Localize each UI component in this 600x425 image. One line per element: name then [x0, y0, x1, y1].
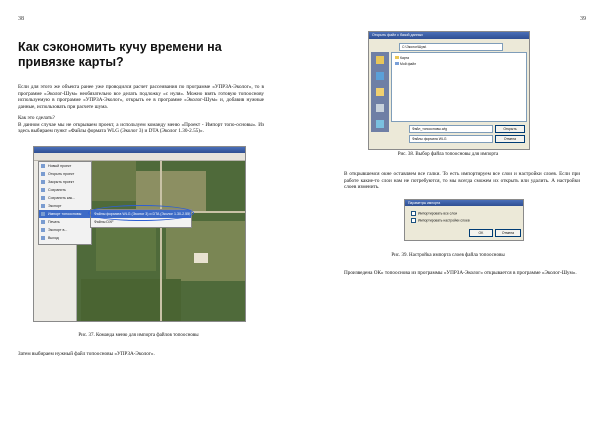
map-field	[166, 221, 245, 281]
satellite-map	[76, 161, 245, 321]
place-network-icon[interactable]	[376, 120, 384, 128]
import-icon	[41, 212, 45, 216]
file-name: Мой файл	[400, 62, 417, 66]
lookin-value: C:\Эколог\Шум\	[402, 45, 427, 49]
dialog-titlebar	[405, 200, 523, 206]
filename-value: Файл_топоосновы.wlg	[412, 127, 447, 131]
submenu-item-label: Файлы DXF	[94, 220, 114, 224]
menu-item-label: Экспорт	[48, 204, 62, 208]
option-all-layers[interactable]	[411, 211, 457, 216]
menu-item-label: Закрыть проект	[48, 180, 75, 184]
paragraph-intro: Если для этого же объекта ранее уже проводился расчет рассеивания по программе «УПРЗА-Эколог», то в программе «Эколог-Шум» необязательно все делать подложку «с нуля». Можно взять готовую топооснову используемую в программе «УПРЗА-Эколог», открыть ее в программе «Эколог-Шум» и, добавив нужные данные, использовать при расчете шума.	[18, 84, 264, 110]
cancel-button[interactable]: Отмена	[495, 229, 521, 237]
file-list	[391, 52, 527, 122]
figure-39-import-dialog	[404, 199, 524, 241]
file-item[interactable]	[395, 56, 409, 60]
dialog-titlebar	[369, 32, 529, 39]
cancel-button[interactable]: Отмена	[495, 135, 525, 143]
ok-button[interactable]: OK	[469, 229, 493, 237]
option-label: Импортировать настройки слоев	[418, 218, 470, 223]
folder-icon	[395, 56, 399, 59]
menu-item-close-project[interactable]	[39, 178, 91, 186]
figure-37-screenshot	[33, 146, 246, 322]
option-layer-settings[interactable]	[411, 218, 470, 223]
save-icon	[41, 188, 45, 192]
paragraph-select-file: Затем выбираем нужный файл топоосновы «УПРЗА-Эколог».	[18, 351, 155, 357]
menu-item-new-project[interactable]	[39, 162, 91, 170]
dialog-title: Открыть файл с базой данных	[372, 33, 423, 37]
save-as-icon	[41, 196, 45, 200]
figure-38-file-dialog	[368, 31, 530, 150]
option-label: Импортировать все слои	[418, 211, 458, 216]
file-name: Карта	[400, 56, 410, 60]
map-road	[160, 161, 162, 321]
map-field	[81, 279, 181, 321]
filetype-dropdown[interactable]	[409, 135, 493, 143]
page-number-right: 39	[580, 16, 586, 22]
places-bar	[371, 52, 389, 132]
toolbar	[34, 153, 245, 161]
menu-item-label: Экспорт в...	[48, 228, 68, 232]
filetype-value: Файлы формата WLG	[412, 137, 447, 141]
highlight-oval	[88, 205, 194, 221]
checkbox-checked[interactable]	[411, 211, 416, 216]
section-heading: Как сэкономить кучу времени на привязке карты?	[18, 40, 222, 69]
place-desktop-icon[interactable]	[376, 72, 384, 80]
checkbox-checked[interactable]	[411, 218, 416, 223]
menu-item-export-to[interactable]	[39, 226, 91, 234]
place-computer-icon[interactable]	[376, 104, 384, 112]
submenu-item-label: Файлы формата WLG (Эколог 3) и DTA (Эколог 1.30-2.55)	[94, 212, 191, 216]
print-icon	[41, 220, 45, 224]
exit-icon	[41, 236, 45, 240]
right-page	[300, 0, 600, 425]
close-icon	[41, 180, 45, 184]
figure-37-caption: Рис. 37. Команда меню для импорта файлов топоосновы	[78, 333, 199, 338]
filename-field[interactable]	[409, 125, 493, 133]
menu-item-exit[interactable]	[39, 234, 91, 242]
file-item[interactable]	[395, 62, 416, 66]
export-icon	[41, 204, 45, 208]
open-button[interactable]: Открыть	[495, 125, 525, 133]
paragraph-how-to: Как это сделать? В данном случае мы не открываем проект, а используем команду меню «Проект - Импорт топо-основы». Из здесь выбираем пункт «Файлы формата WLG (Эколог 3) и DTA (Эколог 1.30-2.55)».	[18, 115, 264, 135]
menu-item-label: Выход	[48, 236, 59, 240]
new-icon	[41, 164, 45, 168]
menu-item-open-project[interactable]	[39, 170, 91, 178]
project-menu	[38, 161, 92, 245]
place-recent-icon[interactable]	[376, 56, 384, 64]
lookin-dropdown[interactable]	[399, 43, 503, 51]
figure-38-caption: Рис. 38. Выбор файла топоосновы для импорта	[397, 152, 499, 157]
menu-item-print[interactable]	[39, 218, 91, 226]
menu-item-label: Печать	[48, 220, 60, 224]
menu-item-label: Новый проект	[48, 164, 72, 168]
page-number-left: 38	[18, 16, 24, 22]
menu-item-label: Сохранить как...	[48, 196, 76, 200]
paragraph-import-layers: В открывшемся окне оставляем все галки. То есть импортируем все слои и настройки слоев. Если при работе какие-то слои нам не потребуются, то мы всегда сможем их открыть или удалить. А настройки слоев изменить.	[344, 171, 580, 191]
menu-item-label: Открыть проект	[48, 172, 75, 176]
menu-item-export[interactable]	[39, 202, 91, 210]
paragraph-result: Произведена ОК» топооснова из программы «УПРЗА-Эколог» открывается в программе «Эколог-Шум».	[344, 270, 577, 276]
open-icon	[41, 172, 45, 176]
file-icon	[395, 62, 399, 65]
dialog-title: Параметры импорта	[408, 201, 441, 205]
menu-item-save[interactable]	[39, 186, 91, 194]
menu-item-save-as[interactable]	[39, 194, 91, 202]
menu-item-label: Сохранить	[48, 188, 66, 192]
map-building	[194, 253, 208, 263]
export-to-icon	[41, 228, 45, 232]
figure-39-caption: Рис. 39. Настройка импорта слоев файла топоосновы	[391, 253, 505, 258]
place-documents-icon[interactable]	[376, 88, 384, 96]
menu-item-import-topo[interactable]	[39, 210, 91, 218]
menu-item-label: Импорт топоосновы	[48, 212, 82, 216]
